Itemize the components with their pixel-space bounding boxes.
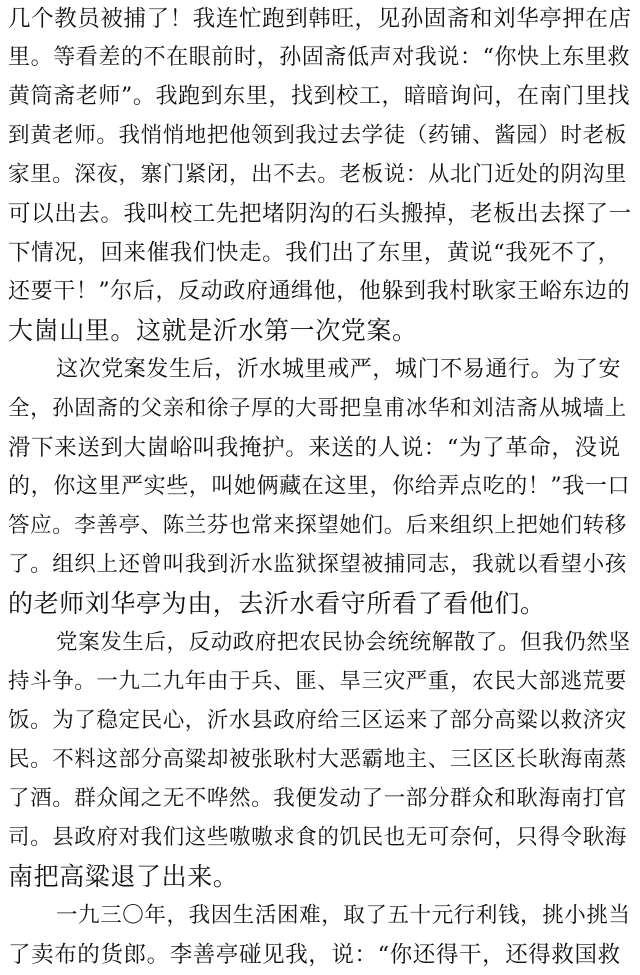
text-line: 答应。李善亭、陈兰芬也常来探望她们。后来组织上把她们转移 xyxy=(8,513,627,538)
text-line: 持斗争。一九二九年由于兵、匪、旱三灾严重，农民大部逃荒要 xyxy=(8,669,627,694)
text-line: 司。县政府对我们这些嗷嗷求食的饥民也无可奈何，只得令耿海 xyxy=(8,825,627,850)
text-line: 还要干！”尔后，反动政府通缉他，他躲到我村耿家王峪东边的 xyxy=(8,279,631,304)
text-line: 了酒。群众闻之无不哗然。我便发动了一部分群众和耿海南打官 xyxy=(8,786,627,811)
text-line: 民。不料这部分高粱却被张耿村大恶霸地主、三区区长耿海南蒸 xyxy=(8,747,627,772)
paragraph-start-line: 一九三〇年，我因生活困难，取了五十元行利钱，挑小挑当 xyxy=(56,903,631,928)
text-line: 里。等看差的不在眼前时，孙固斋低声对我说：“你快上东里救 xyxy=(8,45,631,70)
text-line: 饭。为了稳定民心，沂水县政府给三区运来了部分高粱以救济灾 xyxy=(8,708,627,733)
text-line: 几个教员被捕了！我连忙跑到韩旺，见孙固斋和刘华亭押在店 xyxy=(8,6,632,32)
text-line: 了卖布的货郎。李善亭碰见我，说：“你还得干，还得救国救 xyxy=(8,942,621,968)
text-line: 下情况，回来催我们快走。我们出了东里，黄说“我死不了， xyxy=(8,240,621,266)
text-line: 黄筒斋老师”。我跑到东里，找到校工，暗暗询问，在南门里找 xyxy=(8,84,631,109)
text-line: 可以出去。我叫校工先把堵阴沟的石头搬掉，老板出去探了一 xyxy=(8,201,632,227)
text-line: 全，孙固斋的父亲和徐子厚的大哥把皇甫冰华和刘洁斋从城墙上 xyxy=(8,396,627,421)
text-line: 家里。深夜，寨门紧闭，出不去。老板说：从北门近处的阴沟里 xyxy=(8,162,627,187)
text-line: 南把高粱退了出来。 xyxy=(8,862,239,891)
text-line: 的，你这里严实些，叫她俩藏在这里，你给弄点吃的！”我一口 xyxy=(8,474,631,499)
paragraph-start-line: 这次党案发生后，沂水城里戒严，城门不易通行。为了安 xyxy=(56,357,622,382)
text-line: 到黄老师。我悄悄地把他领到我过去学徒（药铺、酱园）时老板 xyxy=(8,123,627,148)
paragraph-start-line: 党案发生后，反动政府把农民协会统统解散了。但我仍然坚 xyxy=(56,630,631,655)
text-line: 了。组织上还曾叫我到沂水监狱探望被捕同志，我就以看望小孩 xyxy=(8,552,627,577)
text-line: 大崮山里。这就是沂水第一次党案。 xyxy=(8,316,418,345)
text-line: 滑下来送到大崮峪叫我掩护。来送的人说：“为了革命，没说 xyxy=(8,435,621,461)
text-line: 的老师刘华亭为由，去沂水看守所看了看他们。 xyxy=(8,589,546,618)
